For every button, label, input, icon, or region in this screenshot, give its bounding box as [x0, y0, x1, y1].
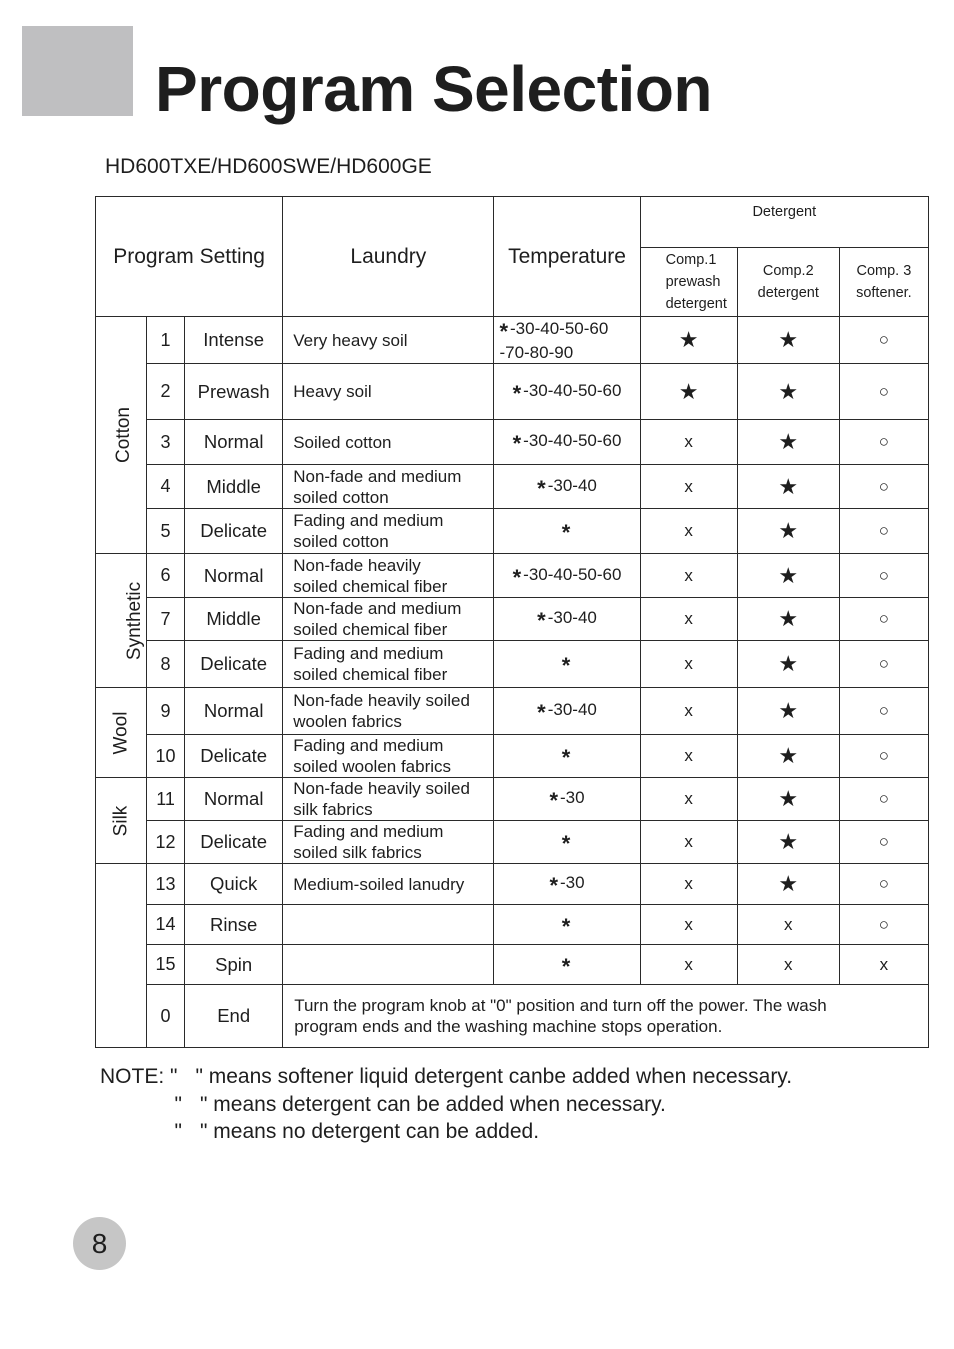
program-number: 7 — [147, 598, 185, 641]
temperature-values: -30-40-50-60 — [510, 318, 609, 338]
laundry-line: Very heavy soil — [293, 330, 408, 350]
note-no-detergent — [100, 1118, 792, 1146]
comp2-cell — [737, 420, 839, 465]
temperature-values: -30-40 — [547, 475, 597, 495]
temperature-line — [494, 380, 639, 404]
laundry-line: soiled chemical fiber — [293, 576, 448, 596]
laundry-line: Fading and medium — [293, 736, 444, 755]
comp3-cell — [839, 465, 928, 509]
x-icon: x — [684, 954, 693, 974]
comp2-cell — [737, 778, 839, 821]
laundry-line: soiled cotton — [293, 532, 389, 551]
laundry-line: Fading and medium — [293, 822, 444, 841]
note-text: " means no detergent can be added. — [200, 1120, 540, 1143]
program-name: Delicate — [185, 821, 283, 864]
x-icon: x — [684, 654, 693, 673]
program-name: Rinse — [185, 905, 283, 945]
group-misc — [96, 864, 147, 1048]
asterisk-icon: * — [537, 475, 546, 501]
comp3-cell — [839, 509, 928, 554]
table-row — [96, 420, 929, 465]
circle-icon: ○ — [878, 874, 890, 893]
program-number: 12 — [147, 821, 185, 864]
program-number: 6 — [147, 554, 185, 598]
laundry-cell — [283, 420, 494, 465]
circle-icon: ○ — [878, 701, 890, 720]
star-icon: ★ — [778, 378, 799, 404]
asterisk-icon: * — [549, 788, 559, 813]
comp2-cell — [737, 905, 839, 945]
program-name: Middle — [185, 465, 283, 509]
laundry-cell — [283, 364, 494, 420]
table-row — [96, 598, 929, 641]
comp1-cell — [640, 554, 737, 598]
model-numbers: HD600TXE/HD600SWE/HD600GE — [105, 155, 432, 178]
comp3-cell — [839, 420, 928, 465]
temperature-values: -30 — [560, 788, 585, 807]
temperature-line — [494, 699, 639, 723]
laundry-cell — [283, 905, 494, 945]
comp2-header-line: Comp.2 — [762, 263, 814, 279]
x-icon: x — [684, 789, 693, 808]
table-row — [96, 641, 929, 688]
laundry-line: Fading and medium — [293, 644, 444, 663]
temperature-cell — [494, 420, 640, 465]
x-icon: x — [684, 701, 693, 720]
comp3-cell — [839, 598, 928, 641]
asterisk-icon: * — [512, 380, 522, 406]
asterisk-icon: * — [561, 653, 571, 678]
temperature-cell — [494, 821, 640, 864]
x-icon: x — [784, 954, 793, 974]
program-name: Intense — [185, 317, 283, 364]
asterisk-icon: * — [561, 745, 571, 770]
program-number: 15 — [147, 945, 185, 985]
circle-icon: ○ — [878, 565, 890, 585]
temperature-values: -30-40 — [547, 608, 597, 627]
comp3-cell — [839, 735, 928, 778]
temperature-cell — [494, 554, 640, 598]
comp1-cell — [640, 509, 737, 554]
laundry-line: Medium-soiled lanudry — [293, 874, 465, 894]
corner-decoration — [22, 26, 133, 116]
program-name: Normal — [185, 420, 283, 465]
note-prefix: NOTE: " — [100, 1065, 178, 1088]
program-name: Delicate — [185, 641, 283, 688]
program-number: 10 — [147, 735, 185, 778]
temperature-cell — [494, 735, 640, 778]
laundry-line: soiled woolen fabrics — [293, 757, 452, 776]
temperature-line — [494, 744, 639, 768]
temperature-line — [494, 564, 639, 588]
star-icon: ★ — [678, 378, 699, 404]
laundry-line: Fading and medium — [293, 511, 444, 530]
comp2-cell — [737, 641, 839, 688]
laundry-cell — [283, 821, 494, 864]
table-row — [96, 778, 929, 821]
page-number: 8 — [73, 1217, 126, 1270]
comp3-cell — [839, 554, 928, 598]
program-name: Normal — [185, 688, 283, 735]
group-synthetic — [96, 554, 147, 688]
end-description-line: program ends and the washing machine stops operation. — [294, 1017, 723, 1036]
temperature-line — [494, 872, 639, 896]
program-table — [95, 196, 929, 1048]
temperature-line — [494, 519, 639, 543]
table-row — [96, 821, 929, 864]
comp2-cell — [737, 509, 839, 554]
circle-icon: ○ — [878, 432, 890, 451]
comp1-cell — [640, 364, 737, 420]
star-icon: ★ — [778, 871, 799, 896]
laundry-line: silk fabrics — [293, 800, 373, 819]
circle-icon: ○ — [878, 330, 890, 349]
laundry-cell — [283, 735, 494, 778]
comp3-cell — [839, 688, 928, 735]
temperature-values: -70-80-90 — [499, 342, 574, 362]
x-icon: x — [784, 914, 793, 934]
comp1-cell — [640, 688, 737, 735]
table-row — [96, 465, 929, 509]
comp1-cell — [640, 778, 737, 821]
laundry-cell — [283, 509, 494, 554]
laundry-cell — [283, 598, 494, 641]
program-number: 2 — [147, 364, 185, 420]
temperature-values: -30 — [560, 873, 585, 892]
end-description — [283, 985, 929, 1048]
comp1-cell — [640, 945, 737, 985]
end-description-line: Turn the program knob at "0" position and turn off the power. The wash — [294, 996, 827, 1015]
x-icon: x — [684, 432, 693, 451]
comp1-cell — [640, 317, 737, 364]
group-label: Synthetic — [124, 581, 146, 660]
star-icon: ★ — [778, 829, 799, 854]
x-icon: x — [879, 954, 889, 974]
star-icon: ★ — [778, 562, 799, 588]
laundry-line: soiled chemical fiber — [293, 665, 448, 684]
comp1-cell — [640, 420, 737, 465]
table-row — [96, 735, 929, 778]
asterisk-icon: * — [561, 913, 571, 939]
temperature-values: -30-40-50-60 — [523, 431, 622, 450]
temperature-cell — [494, 905, 640, 945]
temperature-line — [494, 913, 639, 937]
x-icon: x — [684, 609, 693, 628]
x-icon: x — [684, 874, 693, 893]
group-label: Wool — [110, 711, 132, 754]
temperature-cell — [494, 778, 640, 821]
comp2-header-line: detergent — [757, 285, 819, 301]
laundry-line: Soiled cotton — [293, 432, 392, 452]
program-number: 4 — [147, 465, 185, 509]
laundry-cell — [283, 864, 494, 905]
x-icon: x — [684, 832, 693, 851]
table-row — [96, 509, 929, 554]
laundry-cell — [283, 688, 494, 735]
comp2-cell — [737, 821, 839, 864]
asterisk-icon: * — [512, 564, 522, 590]
comp1-cell — [640, 821, 737, 864]
table-row — [96, 554, 929, 598]
laundry-cell — [283, 945, 494, 985]
comp3-header-line: Comp. 3 — [856, 263, 912, 279]
laundry-line: Non-fade and medium — [293, 466, 462, 486]
program-number: 3 — [147, 420, 185, 465]
table-row — [96, 905, 929, 945]
group-label: Cotton — [112, 407, 134, 463]
comp2-cell — [737, 688, 839, 735]
temperature-cell — [494, 364, 640, 420]
temperature-line — [494, 787, 639, 811]
comp1-cell — [640, 905, 737, 945]
temperature-cell — [494, 641, 640, 688]
table-row — [96, 364, 929, 420]
circle-icon: ○ — [878, 914, 890, 934]
laundry-cell — [283, 641, 494, 688]
asterisk-icon: * — [512, 431, 522, 456]
laundry-line: Non-fade and medium — [293, 599, 462, 618]
laundry-line: soiled chemical fiber — [293, 620, 448, 639]
table-row-end — [96, 985, 929, 1048]
x-icon: x — [684, 746, 693, 765]
table-row — [96, 945, 929, 985]
comp2-cell — [737, 598, 839, 641]
temperature-line — [494, 830, 639, 854]
temperature-values: -30-40 — [547, 700, 597, 719]
temperature-line — [494, 607, 639, 631]
circle-icon: ○ — [878, 789, 890, 808]
comp1-cell — [640, 598, 737, 641]
table-row — [96, 864, 929, 905]
comp2-cell — [737, 465, 839, 509]
comp1-cell — [640, 465, 737, 509]
comp3-header-line: softener. — [856, 285, 912, 301]
comp3-header — [839, 248, 928, 317]
temperature-line — [494, 430, 639, 454]
program-setting-header: Program Setting — [96, 197, 283, 317]
program-number: 8 — [147, 641, 185, 688]
temperature-line — [494, 475, 639, 499]
comp3-cell — [839, 945, 928, 985]
comp3-cell — [839, 821, 928, 864]
notes-block — [100, 1063, 792, 1146]
comp2-cell — [737, 364, 839, 420]
temperature-cell — [494, 598, 640, 641]
temperature-cell — [494, 465, 640, 509]
temperature-cell — [494, 509, 640, 554]
x-icon: x — [684, 914, 693, 934]
table-row — [96, 688, 929, 735]
circle-icon: ○ — [878, 476, 890, 496]
laundry-line: Non-fade heavily soiled — [293, 779, 470, 798]
program-name: Normal — [185, 554, 283, 598]
laundry-line: soiled silk fabrics — [293, 843, 422, 862]
temperature-line — [499, 342, 639, 363]
program-number: 13 — [147, 864, 185, 905]
note-prefix: " — [174, 1092, 182, 1116]
program-number: 5 — [147, 509, 185, 554]
note-prefix: " — [174, 1120, 182, 1143]
group-label: Silk — [110, 805, 132, 836]
laundry-cell — [283, 778, 494, 821]
star-icon: ★ — [778, 429, 799, 454]
temperature-cell — [494, 317, 640, 364]
temperature-cell — [494, 688, 640, 735]
circle-icon: ○ — [878, 381, 890, 401]
comp3-cell — [839, 778, 928, 821]
group-silk — [96, 778, 147, 864]
circle-icon: ○ — [878, 654, 890, 673]
star-icon: ★ — [778, 606, 799, 631]
star-icon: ★ — [778, 518, 799, 543]
comp1-header-line: prewash — [665, 274, 721, 290]
star-icon: ★ — [778, 473, 799, 499]
comp2-cell — [737, 554, 839, 598]
comp1-header-line: detergent — [665, 296, 727, 312]
comp3-cell — [839, 317, 928, 364]
circle-icon: ○ — [878, 521, 890, 540]
program-name: Prewash — [185, 364, 283, 420]
circle-icon: ○ — [878, 746, 890, 765]
program-name: Normal — [185, 778, 283, 821]
program-number: 11 — [147, 778, 185, 821]
temperature-header: Temperature — [494, 197, 640, 317]
star-icon: ★ — [678, 327, 699, 352]
note-softener — [100, 1063, 792, 1091]
comp2-cell — [737, 735, 839, 778]
note-text: " means detergent can be added when necessary. — [200, 1092, 666, 1116]
comp2-cell — [737, 864, 839, 905]
program-name: Spin — [185, 945, 283, 985]
laundry-header: Laundry — [283, 197, 494, 317]
comp1-cell — [640, 735, 737, 778]
note-text: " means softener liquid detergent canbe added when necessary. — [195, 1065, 793, 1088]
comp3-cell — [839, 364, 928, 420]
detergent-header: Detergent — [640, 197, 928, 248]
comp2-cell — [737, 945, 839, 985]
temperature-line — [494, 652, 639, 676]
laundry-line: Heavy soil — [293, 382, 372, 401]
group-cotton — [96, 317, 147, 554]
program-name: Delicate — [185, 509, 283, 554]
temperature-cell — [494, 864, 640, 905]
comp1-cell — [640, 864, 737, 905]
laundry-cell — [283, 317, 494, 364]
asterisk-icon: * — [561, 831, 571, 856]
laundry-cell — [283, 554, 494, 598]
program-number: 9 — [147, 688, 185, 735]
page-title: Program Selection — [155, 53, 712, 125]
asterisk-icon: * — [549, 873, 559, 898]
comp2-header — [737, 248, 839, 317]
asterisk-icon: * — [561, 953, 571, 979]
program-name: Quick — [185, 864, 283, 905]
asterisk-icon: * — [499, 318, 509, 344]
asterisk-icon: * — [537, 608, 546, 633]
program-number: 14 — [147, 905, 185, 945]
laundry-cell — [283, 465, 494, 509]
comp1-cell — [640, 641, 737, 688]
table-row — [96, 317, 929, 364]
comp3-cell — [839, 905, 928, 945]
comp1-header — [640, 248, 737, 317]
star-icon: ★ — [778, 743, 799, 768]
comp1-header-line: Comp.1 — [665, 252, 717, 268]
x-icon: x — [684, 476, 693, 496]
star-icon: ★ — [778, 786, 799, 811]
star-icon: ★ — [778, 651, 799, 676]
temperature-line — [499, 318, 639, 342]
note-detergent — [100, 1091, 792, 1119]
program-number: 1 — [147, 317, 185, 364]
asterisk-icon: * — [537, 700, 546, 725]
program-name: Middle — [185, 598, 283, 641]
temperature-values: -30-40-50-60 — [523, 380, 622, 400]
x-icon: x — [684, 565, 693, 585]
comp3-cell — [839, 864, 928, 905]
group-wool — [96, 688, 147, 778]
program-number: 0 — [147, 985, 185, 1048]
star-icon: ★ — [778, 327, 799, 352]
temperature-line — [494, 953, 639, 977]
asterisk-icon: * — [561, 520, 571, 545]
laundry-line: Non-fade heavily soiled — [293, 691, 470, 710]
program-name: Delicate — [185, 735, 283, 778]
temperature-values: -30-40-50-60 — [523, 564, 622, 584]
program-name: End — [185, 985, 283, 1048]
circle-icon: ○ — [878, 609, 890, 628]
x-icon: x — [684, 521, 693, 540]
laundry-line: Non-fade heavily — [293, 555, 421, 575]
laundry-line: soiled cotton — [293, 487, 389, 507]
star-icon: ★ — [778, 698, 799, 723]
comp3-cell — [839, 641, 928, 688]
circle-icon: ○ — [878, 832, 890, 851]
comp2-cell — [737, 317, 839, 364]
temperature-cell — [494, 945, 640, 985]
laundry-line: woolen fabrics — [293, 712, 402, 731]
